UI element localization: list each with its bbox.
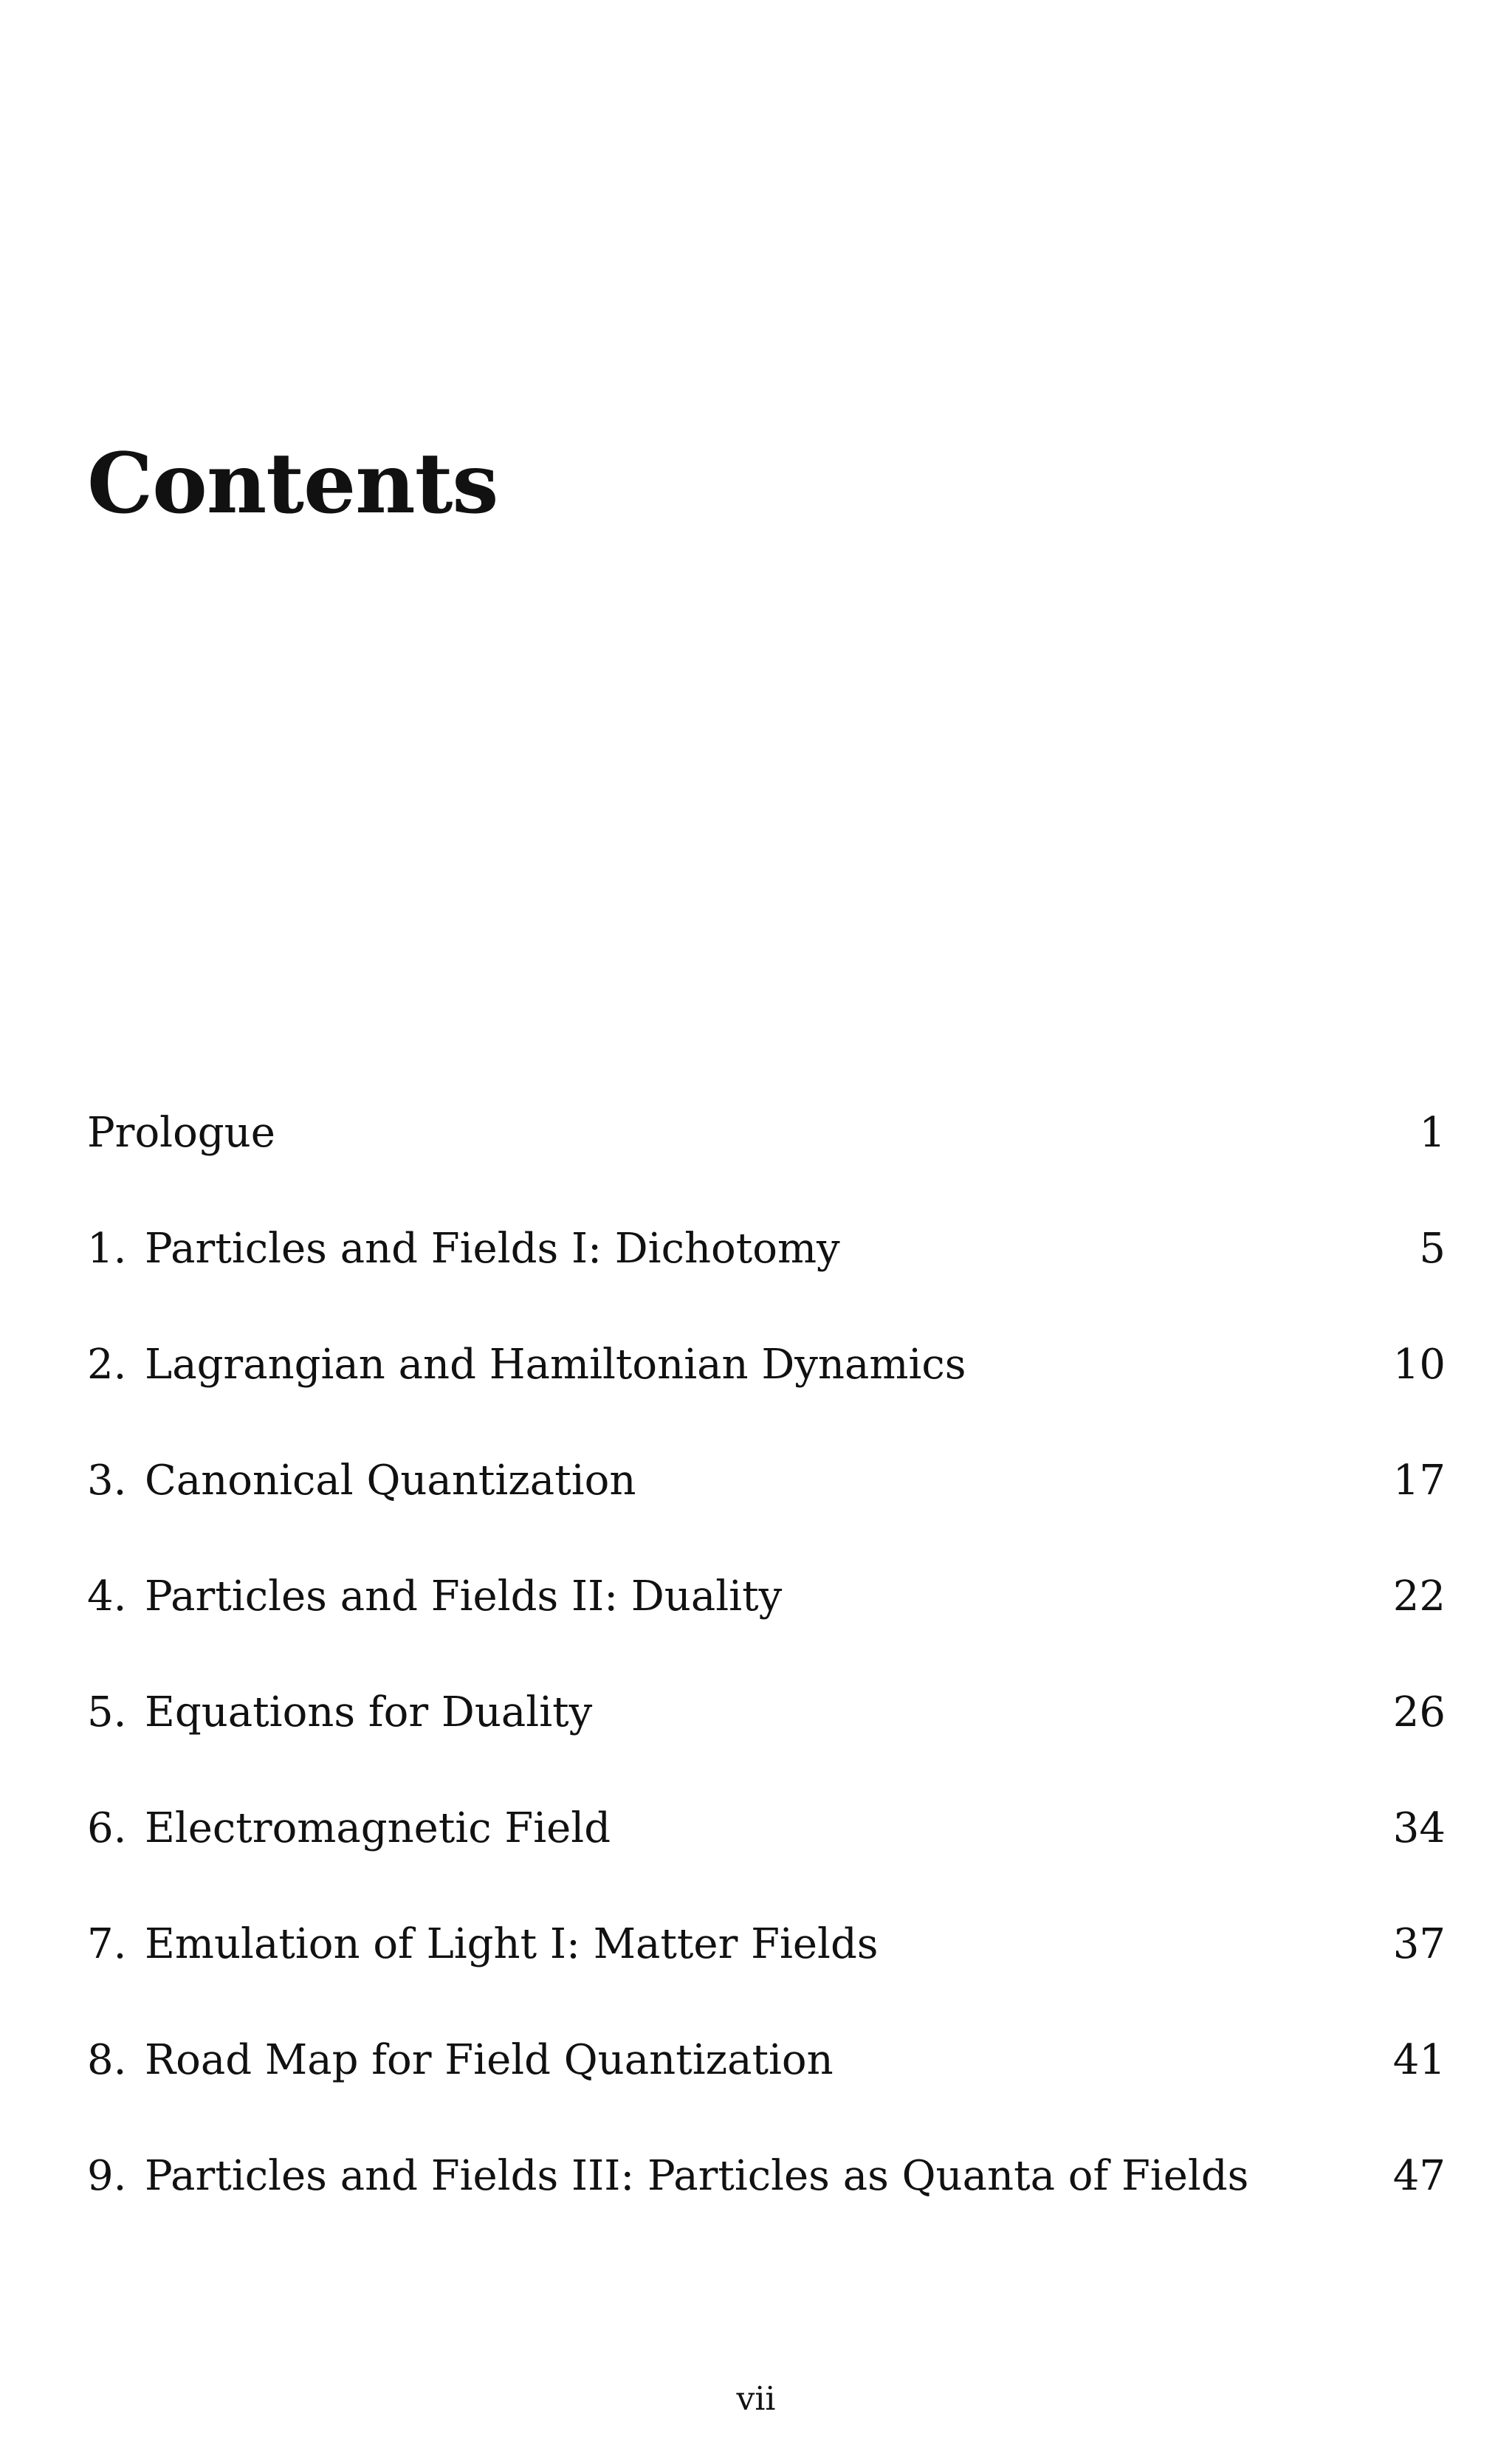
toc-entry-number: 5. [87,1688,127,1736]
page-number: vii [736,2380,776,2418]
toc-entry-page: 26 [1392,1688,1446,1736]
toc-entry-page: 10 [1392,1341,1446,1389]
toc-entry-chapter-6[interactable] [87,1795,1446,1911]
toc-entry-title: Road Map for Field Quantization [145,2036,834,2084]
toc-entry-chapter-5[interactable] [87,1680,1446,1795]
toc-entry-title: Particles and Fields I: Dichotomy [145,1225,840,1273]
toc-entry-number: 1. [87,1225,127,1273]
toc-entry-label [87,1911,879,1978]
toc-entry-label [87,1448,636,1514]
toc-entry-label [87,1564,782,1630]
toc-entry-page: 41 [1392,2036,1446,2084]
toc-entry-page: 37 [1392,1920,1446,1968]
toc-entry-title: Particles and Fields III: Particles as Quanta of Fields [145,2152,1249,2200]
toc-entry-title: Lagrangian and Hamiltonian Dynamics [145,1341,966,1389]
table-of-contents [87,1100,1446,2259]
toc-entry-title: Electromagnetic Field [145,1804,611,1852]
toc-entry-number: 7. [87,1920,127,1968]
toc-entry-label [87,1332,966,1398]
toc-entry-chapter-1[interactable] [87,1216,1446,1332]
page-title: Contents [87,436,498,532]
toc-entry-chapter-4[interactable] [87,1564,1446,1680]
toc-entry-number: 6. [87,1804,127,1852]
toc-entry-label [87,2027,834,2094]
toc-entry-chapter-9[interactable] [87,2143,1446,2259]
toc-entry-label [87,1100,275,1166]
toc-entry-label [87,1680,592,1746]
toc-entry-page: 22 [1392,1572,1446,1620]
toc-entry-number: 4. [87,1572,127,1620]
toc-entry-number: 8. [87,2036,127,2084]
toc-entry-title: Equations for Duality [145,1688,593,1736]
toc-entry-page: 47 [1392,2152,1446,2200]
toc-entry-page: 34 [1392,1804,1446,1852]
toc-entry-chapter-8[interactable] [87,2027,1446,2143]
toc-entry-chapter-7[interactable] [87,1911,1446,2027]
toc-entry-chapter-2[interactable] [87,1332,1446,1448]
toc-entry-label [87,1216,840,1282]
toc-entry-title: Particles and Fields II: Duality [145,1572,783,1620]
toc-entry-label [87,1795,611,1862]
toc-entry-title: Canonical Quantization [145,1457,636,1505]
toc-entry-title: Prologue [87,1109,275,1157]
toc-entry-page: 5 [1419,1225,1446,1273]
toc-entry-prologue[interactable] [87,1100,1446,1216]
toc-entry-page: 1 [1419,1109,1446,1157]
toc-entry-number: 9. [87,2152,127,2200]
toc-entry-label [87,2143,1248,2210]
toc-entry-number: 2. [87,1341,127,1389]
toc-entry-number: 3. [87,1457,127,1505]
toc-entry-page: 17 [1392,1457,1446,1505]
toc-entry-chapter-3[interactable] [87,1448,1446,1564]
toc-entry-title: Emulation of Light I: Matter Fields [145,1920,879,1968]
